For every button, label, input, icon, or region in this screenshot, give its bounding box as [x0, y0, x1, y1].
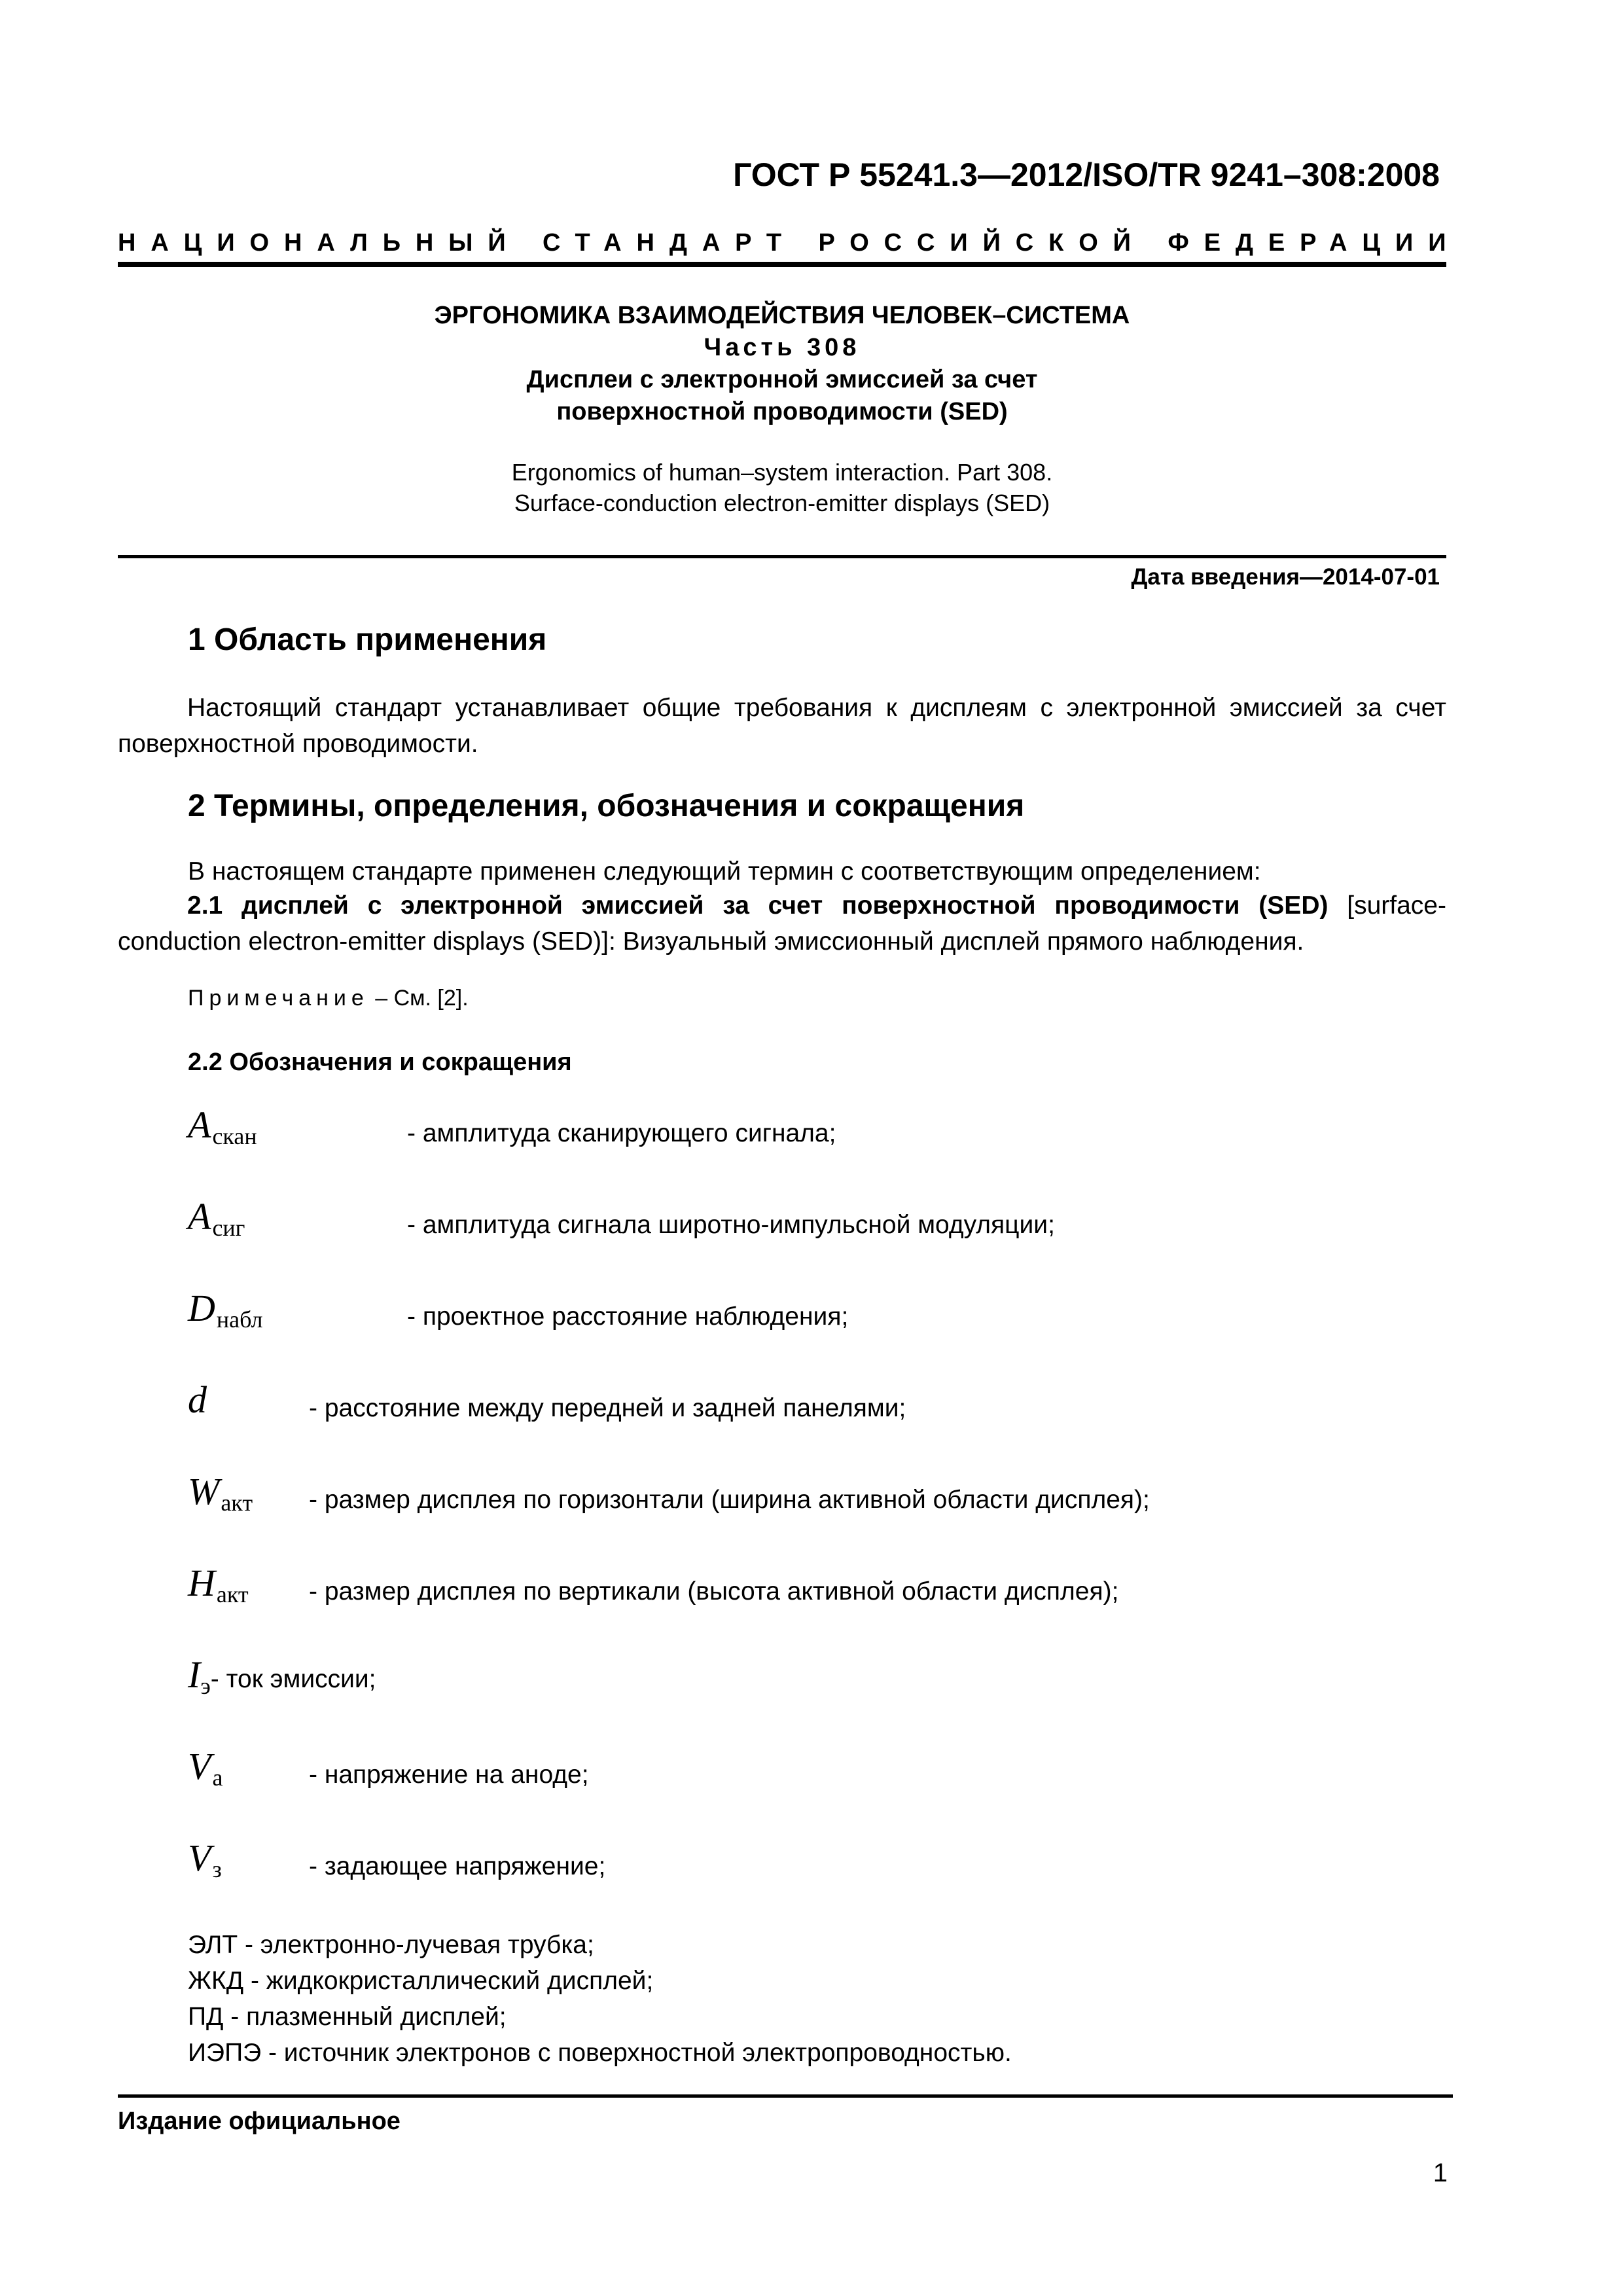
symbol-v-anode: $V_а$	[188, 1745, 223, 1791]
symbol-d-view-desc: - проектное расстояние наблюдения;	[407, 1302, 849, 1331]
subsection-2-2-heading: 2.2 Обозначения и сокращения	[188, 1049, 572, 1076]
abbreviation-sce: ИЭПЭ - источник электронов с поверхностной электропроводностью.	[188, 2039, 1012, 2067]
symbol-v-drive-desc: - задающее напряжение;	[309, 1852, 606, 1880]
symbol-a-sig-desc: - амплитуда сигнала широтно-импульсной модуляции;	[407, 1211, 1055, 1239]
symbol-v-anode-desc: - напряжение на аноде;	[309, 1761, 589, 1789]
page-number: 1	[1433, 2159, 1448, 2187]
abbreviation-pdp: ПД - плазменный дисплей;	[188, 2003, 507, 2031]
official-edition-label: Издание официальное	[118, 2108, 401, 2135]
footer-rule	[118, 2094, 1453, 2098]
symbol-i-desc: - ток эмиссии;	[210, 1665, 376, 1693]
term-definition	[118, 888, 1446, 960]
term-name: 2.1 дисплей с электронной эмиссией за счет поверхностной проводимости (SED)	[187, 891, 1329, 920]
section-1-text	[118, 690, 1446, 762]
section-1-heading: 1 Область применения	[188, 622, 547, 657]
symbol-i-emission	[188, 1653, 376, 1700]
symbol-i-glyph: $I_э$	[188, 1653, 211, 1699]
symbol-h-act-desc: - размер дисплея по вертикали (высота активной области дисплея);	[309, 1577, 1119, 1605]
note-text: – См. [2].	[368, 986, 469, 1011]
document-code: ГОСТ Р 55241.3—2012/ISO/TR 9241–308:2008	[733, 156, 1440, 193]
title-rule	[118, 555, 1446, 558]
national-standard-banner: НАЦИОНАЛЬНЫЙ СТАНДАРТ РОССИЙСКОЙ ФЕДЕРАЦИИ	[118, 229, 1461, 257]
title-line-3: Дисплеи с электронной эмиссией за счет	[526, 366, 1038, 393]
section-2-intro: В настоящем стандарте применен следующий термин с соответствующим определением:	[188, 857, 1261, 886]
note-label: Примечание	[188, 986, 369, 1011]
term-text: [surface-conduction electron-emitter displays (SED)]: Визуальный эмиссионный дисплей прямого наблюдения.	[118, 891, 1446, 956]
symbol-w-act: $W_{акт}$	[188, 1470, 253, 1516]
symbol-d: d	[188, 1378, 207, 1421]
title-line-4: поверхностной проводимости (SED)	[556, 398, 1008, 425]
symbol-h-act: $H_{акт}$	[188, 1562, 249, 1607]
header-rule	[118, 262, 1446, 267]
note	[188, 986, 469, 1011]
symbol-v-drive: $V_з$	[188, 1837, 222, 1882]
symbol-d-desc: - расстояние между передней и задней панелями;	[309, 1394, 906, 1422]
title-line-1: ЭРГОНОМИКА ВЗАИМОДЕЙСТВИЯ ЧЕЛОВЕК–СИСТЕМА	[434, 302, 1130, 329]
introduction-date: Дата введения—2014-07-01	[1131, 564, 1440, 590]
title-english-line-1: Ergonomics of human–system interaction. Part 308.	[511, 459, 1053, 486]
symbol-a-scan-desc: - амплитуда сканирующего сигнала;	[407, 1119, 836, 1147]
symbol-d-view: $D_{набл}$	[188, 1287, 263, 1333]
section-2-heading: 2 Термины, определения, обозначения и сокращения	[188, 789, 1025, 823]
section-1-text-content: Настоящий стандарт устанавливает общие требования к дисплеям с электронной эмиссией за счет поверхностной проводимости.	[118, 694, 1446, 758]
symbol-a-scan: $A_{скан}$	[188, 1103, 257, 1149]
abbreviation-lcd: ЖКД - жидкокристаллический дисплей;	[188, 1967, 654, 1995]
symbol-a-sig: $A_{сиг}$	[188, 1195, 245, 1241]
symbol-w-act-desc: - размер дисплея по горизонтали (ширина активной области дисплея);	[309, 1486, 1150, 1514]
title-part: Часть 308	[704, 334, 861, 361]
title-english-line-2: Surface-conduction electron-emitter displays (SED)	[514, 490, 1050, 516]
abbreviation-crt: ЭЛТ - электронно-лучевая трубка;	[188, 1931, 594, 1959]
